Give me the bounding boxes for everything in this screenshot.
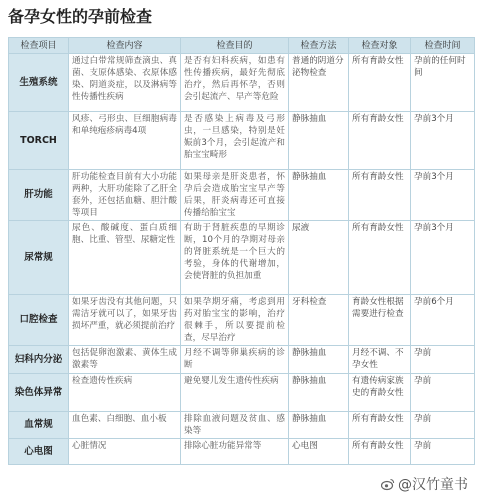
row-target: 所有育龄女性: [349, 439, 411, 465]
header-target: 检查对象: [349, 38, 411, 54]
row-time: 孕前3个月: [411, 170, 475, 221]
header-content: 检查内容: [69, 38, 181, 54]
row-purpose: 如果孕期牙痛，考虑到用药对胎宝宝的影响，治疗很棘手，所以要提前检查，尽早治疗: [181, 295, 289, 346]
row-target: 月经不调、不孕女性: [349, 346, 411, 374]
checkup-table: [8, 37, 475, 465]
row-target: 所有育龄女性: [349, 412, 411, 439]
row-item: 口腔检查: [9, 295, 69, 346]
row-purpose: 是否有妇科疾病，如患有性传播疾病，最好先彻底治疗，然后再怀孕，否则会引起流产、早产等危险: [181, 54, 289, 112]
weibo-watermark: [381, 474, 468, 494]
row-target: 育龄女性根据需要进行检查: [349, 295, 411, 346]
row-method: 心电图: [289, 439, 349, 465]
row-method: 静脉抽血: [289, 112, 349, 170]
weibo-icon: [381, 477, 395, 491]
row-item: 染色体异常: [9, 374, 69, 412]
row-target: 所有育龄女性: [349, 112, 411, 170]
row-content: 如果牙齿没有其他问题，只需洁牙就可以了，如果牙齿损坏严重，就必须提前治疗: [69, 295, 181, 346]
row-content: 通过白带常规筛查滴虫、真菌、支原体感染、衣原体感染、阴道炎症，以及淋病等性传播性疾病: [69, 54, 181, 112]
row-time: 孕前: [411, 374, 475, 412]
row-method: 静脉抽血: [289, 346, 349, 374]
row-target: 所有育龄女性: [349, 221, 411, 295]
table-row: [9, 170, 475, 221]
row-target: 有遗传病家族史的育龄女性: [349, 374, 411, 412]
row-content: 血色素、白细胞、血小板: [69, 412, 181, 439]
row-method: 静脉抽血: [289, 170, 349, 221]
table-row: [9, 221, 475, 295]
row-content: 风疹、弓形虫、巨细胞病毒和单纯疱疹病毒4项: [69, 112, 181, 170]
row-content: 检查遗传性疾病: [69, 374, 181, 412]
row-method: 尿液: [289, 221, 349, 295]
header-time: 检查时间: [411, 38, 475, 54]
row-content: 心脏情况: [69, 439, 181, 465]
row-purpose: 月经不调等卵巢疾病的诊断: [181, 346, 289, 374]
page-title: 备孕女性的孕前检查: [8, 7, 153, 26]
row-content: 肝功能检查目前有大小功能两种，大肝功能除了乙肝全套外，还包括血糖、胆汁酸等项目: [69, 170, 181, 221]
row-item: 血常规: [9, 412, 69, 439]
table-row: [9, 374, 475, 412]
row-time: 孕前: [411, 439, 475, 465]
row-purpose: 有助于肾脏疾患的早期诊断，10个月的孕期对母亲的肾脏系统是一个巨大的考验，身体的代谢增加，会使肾脏的负担加重: [181, 221, 289, 295]
row-method: 静脉抽血: [289, 412, 349, 439]
row-item: 尿常规: [9, 221, 69, 295]
table-row: [9, 346, 475, 374]
row-method: 牙科检查: [289, 295, 349, 346]
row-item: 生殖系统: [9, 54, 69, 112]
row-item: 心电图: [9, 439, 69, 465]
header-item: 检查项目: [9, 38, 69, 54]
row-time: 孕前3个月: [411, 112, 475, 170]
row-time: 孕前的任何时间: [411, 54, 475, 112]
table-row: [9, 412, 475, 439]
row-method: 静脉抽血: [289, 374, 349, 412]
row-content: 尿色、酸碱度、蛋白质细胞、比重、管型、尿糖定性: [69, 221, 181, 295]
row-content: 包括促卵泡激素、黄体生成激素等: [69, 346, 181, 374]
row-purpose: 避免婴儿发生遗传性疾病: [181, 374, 289, 412]
table-row: [9, 54, 475, 112]
row-item: TORCH: [9, 112, 69, 170]
row-time: 孕前3个月: [411, 221, 475, 295]
row-target: 所有育龄女性: [349, 54, 411, 112]
row-item: 肝功能: [9, 170, 69, 221]
row-method: 普通的阴道分泌物检查: [289, 54, 349, 112]
row-target: 所有育龄女性: [349, 170, 411, 221]
row-time: 孕前6个月: [411, 295, 475, 346]
row-purpose: 是否感染上病毒及弓形虫，一旦感染，特别是妊娠前3个月，会引起流产和胎宝宝畸形: [181, 112, 289, 170]
row-time: 孕前: [411, 346, 475, 374]
row-purpose: 如果母亲是肝炎患者，怀孕后会造成胎宝宝早产等后果，肝炎病毒还可直接传播给胎宝宝: [181, 170, 289, 221]
row-time: 孕前: [411, 412, 475, 439]
table-header-row: [9, 38, 475, 54]
table-row: [9, 295, 475, 346]
row-purpose: 排除血液问题及贫血、感染等: [181, 412, 289, 439]
header-purpose: 检查目的: [181, 38, 289, 54]
table-row: [9, 112, 475, 170]
table-row: [9, 439, 475, 465]
row-purpose: 排除心脏功能异常等: [181, 439, 289, 465]
watermark-text: @汉竹童书: [398, 477, 468, 493]
row-item: 妇科内分泌: [9, 346, 69, 374]
header-method: 检查方法: [289, 38, 349, 54]
